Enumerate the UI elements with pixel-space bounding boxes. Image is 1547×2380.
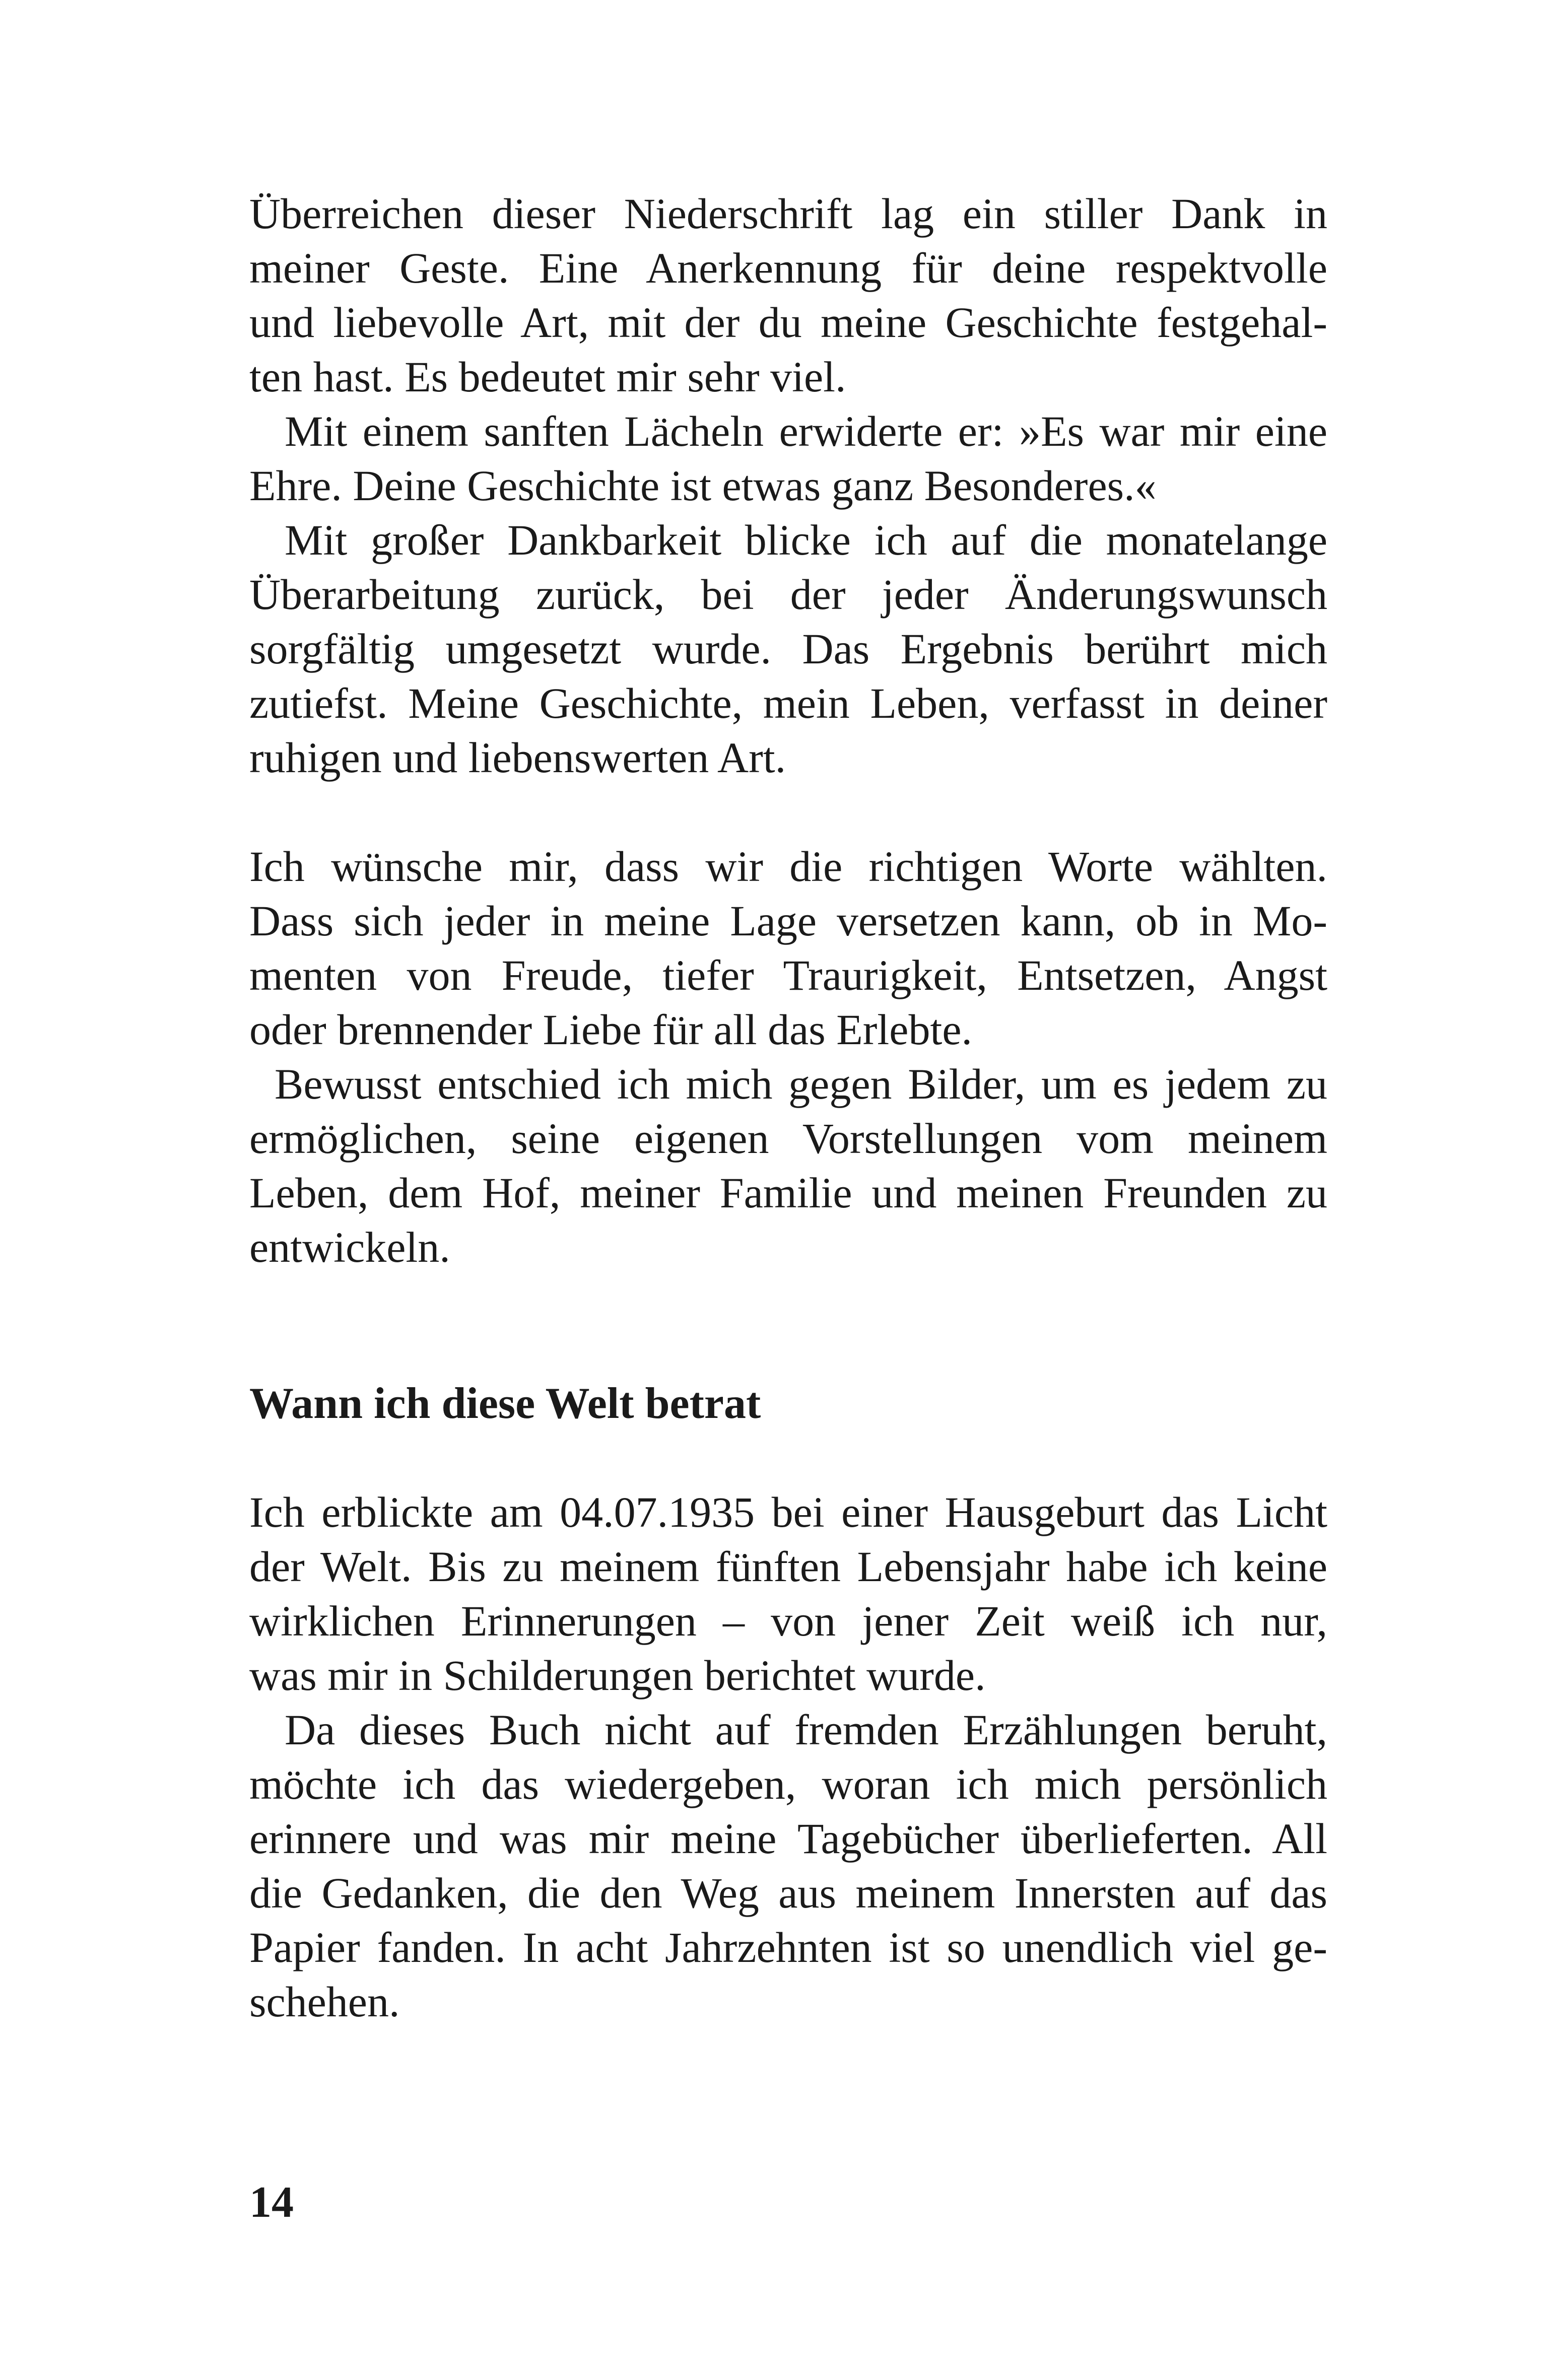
page-number: 14 — [249, 2178, 294, 2227]
text-line: Ich erblickte am 04.07.1935 bei einer Hausgeburt das Licht — [249, 1488, 1327, 1536]
text-line: Papier fanden. In acht Jahrzehnten ist so unendlich viel ge- — [249, 1923, 1327, 1971]
text-line: Überarbeitung zurück, bei der jeder Änderungswunsch — [249, 570, 1327, 619]
text-line: Dass sich jeder in meine Lage versetzen kann, ob in Mo- — [249, 897, 1327, 945]
text-line: Mit einem sanften Lächeln erwiderte er: »Es war mir eine — [285, 407, 1327, 455]
text-line: entwickeln. — [249, 1223, 450, 1271]
text-line: sorgfältig umgesetzt wurde. Das Ergebnis berührt mich — [249, 625, 1327, 673]
text-line: ruhigen und liebenswerten Art. — [249, 733, 786, 782]
text-line: meiner Geste. Eine Anerkennung für deine respektvolle — [249, 244, 1327, 292]
text-line: erinnere und was mir meine Tagebücher überlieferten. All — [249, 1814, 1327, 1863]
text-line: Leben, dem Hof, meiner Familie und meinen Freunden zu — [249, 1169, 1327, 1217]
text-line: menten von Freude, tiefer Traurigkeit, Entsetzen, Angst — [249, 951, 1327, 999]
text-line: der Welt. Bis zu meinem fünften Lebensjahr habe ich keine — [249, 1542, 1327, 1591]
text-line: und liebevolle Art, mit der du meine Geschichte festgehal- — [249, 298, 1327, 347]
text-line: wirklichen Erinnerungen – von jener Zeit weiß ich nur, — [249, 1597, 1327, 1645]
text-line: Ich wünsche mir, dass wir die richtigen Worte wählten. — [249, 842, 1327, 891]
text-line: zutiefst. Meine Geschichte, mein Leben, verfasst in deiner — [249, 679, 1327, 727]
text-line: ten hast. Es bedeutet mir sehr viel. — [249, 353, 846, 401]
section-heading: Wann ich diese Welt betrat — [249, 1379, 761, 1428]
text-line: möchte ich das wiedergeben, woran ich mich persönlich — [249, 1760, 1327, 1808]
text-line: was mir in Schilderungen berichtet wurde. — [249, 1651, 986, 1699]
text-line: Da dieses Buch nicht auf fremden Erzählungen beruht, — [285, 1706, 1327, 1754]
text-line: schehen. — [249, 1978, 400, 2026]
text-line: ermöglichen, seine eigenen Vorstellungen vom meinem — [249, 1114, 1327, 1163]
text-line: Überreichen dieser Niederschrift lag ein stiller Dank in — [249, 189, 1327, 238]
text-line: oder brennender Liebe für all das Erlebte. — [249, 1005, 973, 1054]
text-line: Bewusst entschied ich mich gegen Bilder, um es jedem zu — [275, 1060, 1327, 1108]
text-line: Mit großer Dankbarkeit blicke ich auf die monatelange — [285, 516, 1327, 564]
text-line: Ehre. Deine Geschichte ist etwas ganz Besonderes.« — [249, 461, 1157, 510]
text-line: die Gedanken, die den Weg aus meinem Innersten auf das — [249, 1869, 1327, 1917]
